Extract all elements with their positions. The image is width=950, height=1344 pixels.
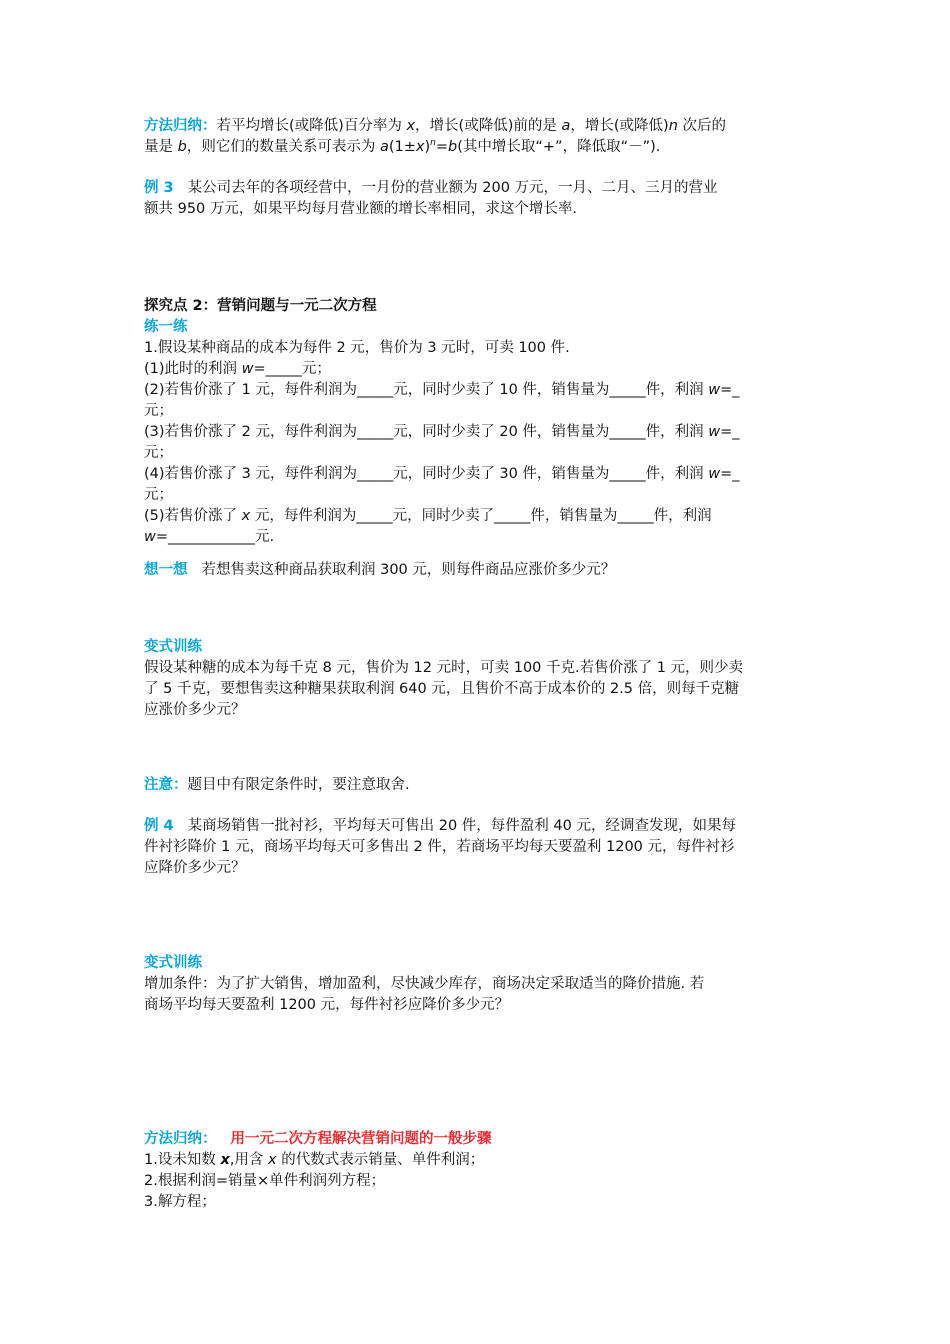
think-block: 想一想 若想售卖这种商品获取利润 300 元，则每件商品应涨价多少元？ <box>144 562 616 578</box>
think-label: 想一想 <box>144 562 188 578</box>
method-summary-label: 方法归纳： <box>144 118 217 134</box>
method-summary-2-title: 用一元二次方程解决营销问题的一般步骤 <box>230 1131 492 1147</box>
note-block: 注意：题目中有限定条件时，要注意取舍. <box>144 777 410 793</box>
practice-item-3: (3)若售价涨了 2 元，每件利润为_____元，同时少卖了 20 件，销售量为_____件，利润 w=_ <box>144 424 740 440</box>
method-summary-growth <box>144 116 808 158</box>
section-2-title: 探究点 2：营销问题与一元二次方程 <box>144 298 377 314</box>
practice-item-2: (2)若售价涨了 1 元，每件利润为_____元，同时少卖了 10 件，销售量为_____件，利润 w=_ <box>144 382 740 398</box>
method-summary-sales <box>144 1129 808 1213</box>
note-label: 注意： <box>144 777 188 793</box>
step-1: 1.设未知数 x,用含 x 的代数式表示销量、单件利润； <box>144 1152 485 1168</box>
method-summary-line-2: 量是 b，则它们的数量关系可表示为 $a(1\pm x)^n=b$(其中增长取“+”，降低取“－”). <box>144 138 661 155</box>
example-4: 例 4 某商场销售一批衬衫，平均每天可售出 20 件，每件盈利 40 元，经调查发现，如果每 件衬衫降价 1 元，商场平均每天可多售出 2 件，若商场平均每天要盈利 1200 元，每件衬衫 应降价多少元？ <box>144 818 736 876</box>
example-4-label: 例 4 <box>144 818 174 834</box>
step-3: 3.解方程； <box>144 1194 216 1210</box>
practice-label: 练一练 <box>144 319 188 335</box>
example-3-label: 例 3 <box>144 180 174 196</box>
method-summary-2-label: 方法归纳： <box>144 1131 217 1147</box>
variant-training-2: 变式训练 增加条件：为了扩大销售，增加盈利，尽快减少库存，商场决定采取适当的降价措施. 若 商场平均每天要盈利 1200 元，每件衬衫应降价多少元？ <box>144 953 808 1016</box>
practice-item-4: (4)若售价涨了 3 元，每件利润为_____元，同时少卖了 30 件，销售量为_____件，利润 w=_ <box>144 466 740 482</box>
variant-training-1-label: 变式训练 <box>144 639 202 655</box>
variant-training-2-label: 变式训练 <box>144 955 202 971</box>
step-2: 2.根据利润=销量×单件利润列方程； <box>144 1173 386 1189</box>
practice-item-5: (5)若售价涨了 x 元，每件利润为_____元，同时少卖了_____件，销售量为_____件，利润 <box>144 508 712 524</box>
example-3: 例 3 某公司去年的各项经营中，一月份的营业额为 200 万元，一月、二月、三月的营业 额共 950 万元，如果平均每月营业额的增长率相同，求这个增长率. <box>144 180 718 217</box>
practice-question-1: 1.假设某种商品的成本为每件 2 元，售价为 3 元时，可卖 100 件. <box>144 340 570 356</box>
practice-item-1: (1)此时的利润 w=_____元； <box>144 361 331 377</box>
method-summary-line-1: 方法归纳：若平均增长(或降低)百分率为 x，增长(或降低)前的是 a，增长(或降低)n 次后的 <box>144 118 726 134</box>
practice-block: 练一练 1.假设某种商品的成本为每件 2 元，售价为 3 元时，可卖 100 件. (1)此时的利润 w=_____元； (2)若售价涨了 1 元，每件利润为_____元，同时少卖了 10 件，销售量为_____件，利润 w=_ 元； (3)若售价涨了 2 元，每件利润为_____元，同时少卖了 20 件，销售量为_____件，利润 w=_ 元； (4)若售价涨了 3 元，每件利润为_____元，同时少卖了 30 件，销售量为_____件，利润 w=_ 元； (5)若售价涨了 x 元，每件利润为_____元，同时少卖了_____件，销售量为_____件，利润 w=____________元. <box>144 317 808 548</box>
variant-training-1: 变式训练 假设某种糖的成本为每千克 8 元，售价为 12 元时，可卖 100 千克.若售价涨了 1 元，则少卖 了 5 千克，要想售卖这种糖果获取利润 640 元，且售价不高于成本价的 2.5 倍，则每千克糖 应涨价多少元？ <box>144 637 808 721</box>
growth-formula: a <box>379 139 389 155</box>
